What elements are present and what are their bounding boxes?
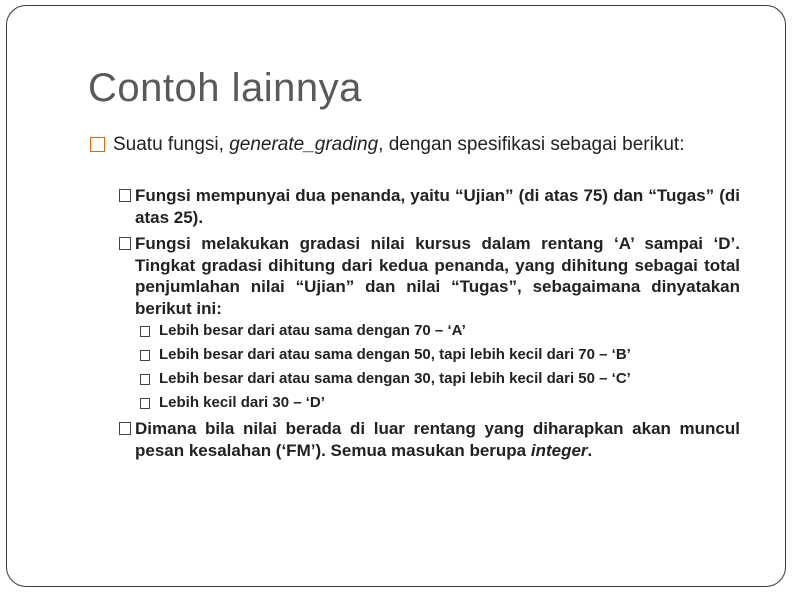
- sub-bullet-1: [119, 185, 740, 228]
- checkbox-bullet-icon: [90, 137, 105, 152]
- square-bullet-icon: [140, 326, 150, 337]
- sub-bullet-3: [119, 418, 740, 461]
- square-bullet-icon: [140, 350, 150, 361]
- square-bullet-icon: [140, 398, 150, 409]
- sub-bullet-text: Dimana bila nilai berada di luar rentang yang diharapkan akan muncul pesan kesalahan (‘FM’). Semua masukan berupa integer.: [135, 419, 740, 460]
- square-bullet-icon: [140, 374, 150, 385]
- sub-bullet-text: Fungsi melakukan gradasi nilai kursus dalam rentang ‘A’ sampai ‘D’. Tingkat gradasi dihitung dari kedua penanda, yang dihitung sebagai total penjumlahan nilai “Ujian” dan nilai “Tugas”, sebagaimana dinyatakan berikut ini:: [135, 234, 740, 318]
- grade-item: Lebih besar dari atau sama dengan 50, tapi lebih kecil dari 70 – ‘B’: [140, 346, 740, 364]
- sub-bullet-text: Fungsi mempunyai dua penanda, yaitu “Ujian” (di atas 75) dan “Tugas” (di atas 25).: [135, 186, 740, 227]
- bullet-text: Suatu fungsi, generate_grading, dengan spesifikasi sebagai berikut:: [113, 134, 685, 155]
- bullet-level1: [90, 133, 742, 156]
- sub-bullet-2: [119, 233, 740, 319]
- slide-title: Contoh lainnya: [88, 66, 362, 110]
- grade-item: Lebih besar dari atau sama dengan 70 – ‘A’: [140, 322, 740, 340]
- grade-item: Lebih besar dari atau sama dengan 30, tapi lebih kecil dari 50 – ‘C’: [140, 370, 740, 388]
- square-bullet-icon: [119, 189, 131, 202]
- square-bullet-icon: [119, 237, 131, 250]
- grade-item: Lebih kecil dari 30 – ‘D’: [140, 394, 740, 412]
- square-bullet-icon: [119, 422, 131, 435]
